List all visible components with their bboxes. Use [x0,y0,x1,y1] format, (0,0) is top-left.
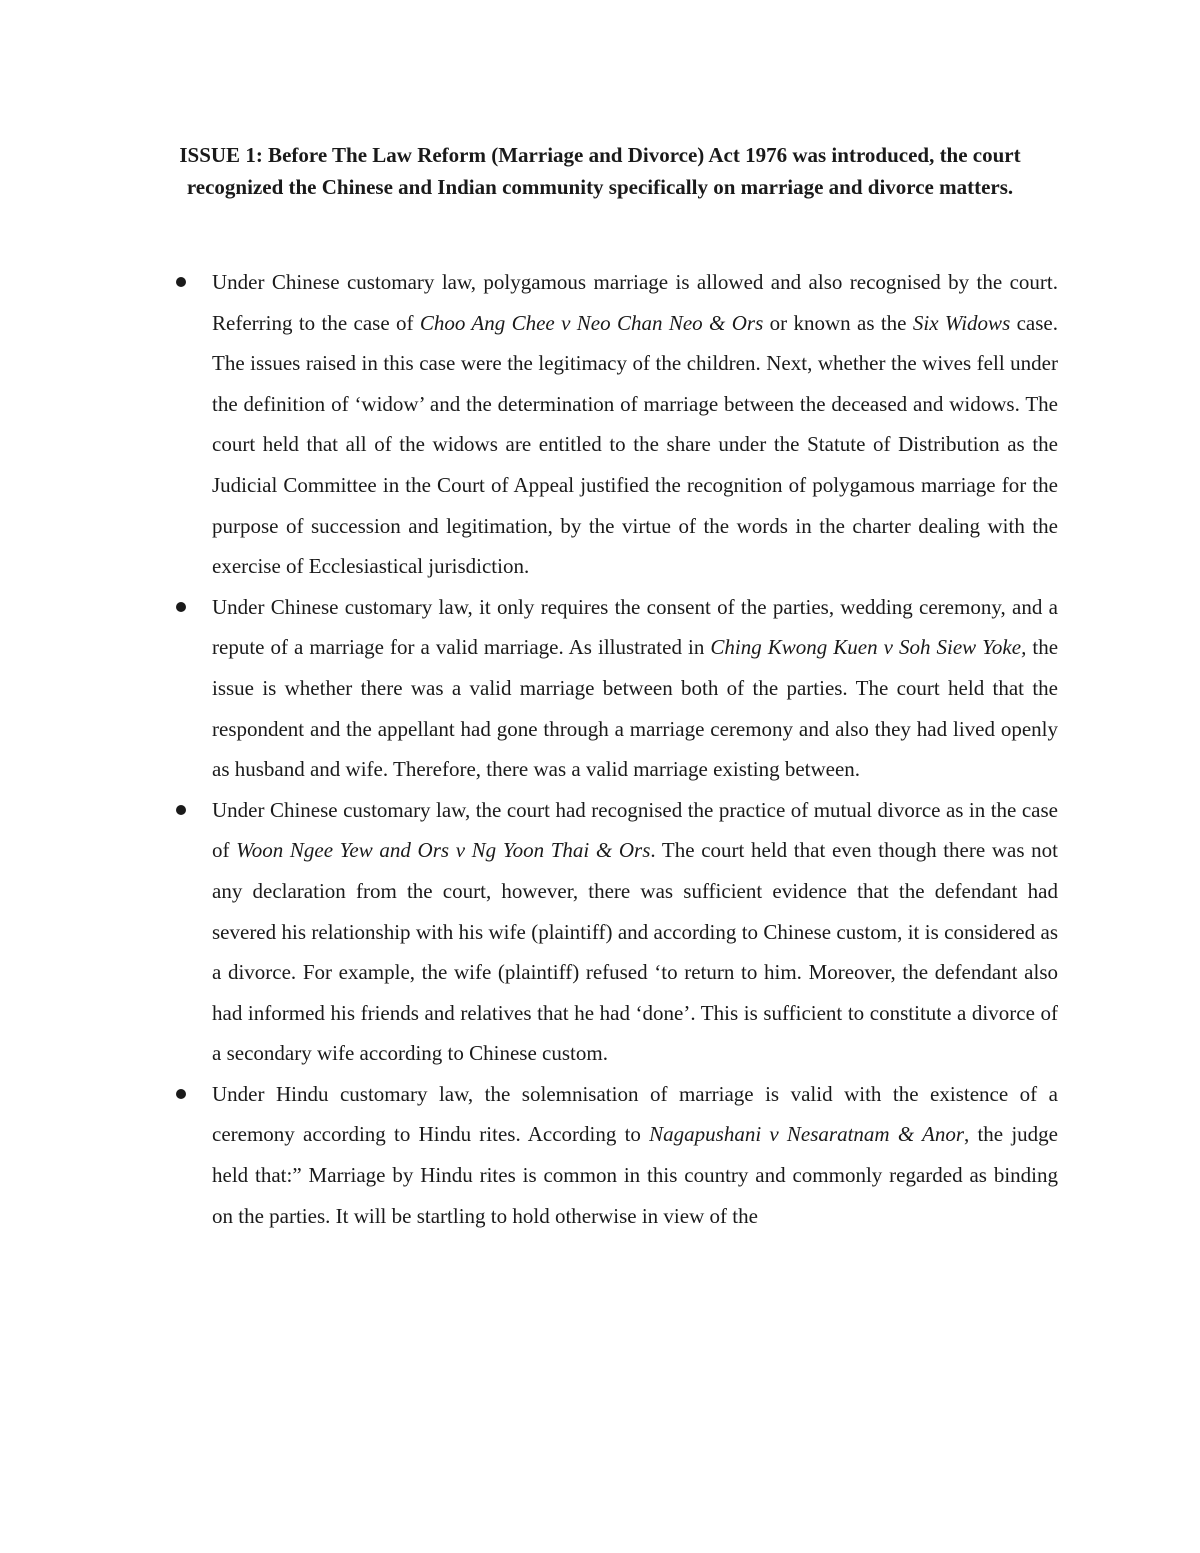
text-segment: case. The issues raised in this case were the legitimacy of the children. Next, whether the wives fell under the definition of ‘widow’ and the determination of marriage between the deceased and widows. The court held that all of the widows are entitled to the share under the Statute of Distribution as the Judicial Committee in the Court of Appeal justified the recognition of polygamous marriage for the purpose of succession and legitimation, by the virtue of the words in the charter dealing with the exercise of Ecclesiastical jurisdiction. [212,310,1058,579]
text-segment: . The court held that even though there was not any declaration from the court, however, there was sufficient evidence that the defendant had severed his relationship with his wife (plaintiff) and according to Chinese custom, it is considered as a divorce. For example, the wife (plaintiff) refused ‘to return to him. Moreover, the defendant also had informed his friends and relatives that he had ‘done’. This is sufficient to constitute a divorce of a secondary wife according to Chinese custom. [212,838,1058,1066]
text-segment: , the judge held that:” Marriage by Hindu rites is common in this country and commonly regarded as binding on the parties. It will be startling to hold otherwise in view of the [212,1122,1058,1228]
text-segment: Under Hindu customary law, the solemnisation of marriage is valid with the existence of a ceremony according to Hindu rites. According to [212,1081,1058,1147]
bullet-dot-icon [176,602,186,612]
case-citation: Nagapushani v Nesaratnam & Anor [649,1122,964,1147]
text-segment: or known as the [763,310,913,335]
bullet-item-valid-marriage [212,587,1058,790]
text-segment: Under Chinese customary law, it only requires the consent of the parties, wedding ceremony, and a repute of a marriage for a valid marriage. As illustrated in [212,594,1058,660]
issue-heading: ISSUE 1: Before The Law Reform (Marriage and Divorce) Act 1976 was introduced, the court recognized the Chinese and Indian community specifically on marriage and divorce matters. [179,143,1021,199]
bullet-item-hindu-marriage [212,1074,1058,1236]
bullet-dot-icon [176,805,186,815]
case-citation: Six Widows [912,310,1011,335]
case-citation: Ching Kwong Kuen v Soh Siew Yoke, [710,635,1027,660]
case-citation: Woon Ngee Yew and Ors v Ng Yoon Thai & Ors [236,838,651,863]
case-citation: Choo Ang Chee v Neo Chan Neo & Ors [419,310,764,335]
bullet-dot-icon [176,1089,186,1099]
bullet-list [212,262,1058,1236]
text-segment: the issue is whether there was a valid marriage between both of the parties. The court held that the respondent and the appellant had gone through a marriage ceremony and also they had lived openly as husband and wife. Therefore, there was a valid marriage existing between. [212,635,1059,782]
bullet-item-polygamous-marriage [212,262,1058,587]
bullet-item-mutual-divorce [212,790,1058,1074]
bullet-dot-icon [176,277,186,287]
text-segment: Under Chinese customary law, polygamous marriage is allowed and also recognised by the court. Referring to the case of [212,270,1058,335]
text-segment: Under Chinese customary law, the court had recognised the practice of mutual divorce as in the case of [212,797,1058,863]
